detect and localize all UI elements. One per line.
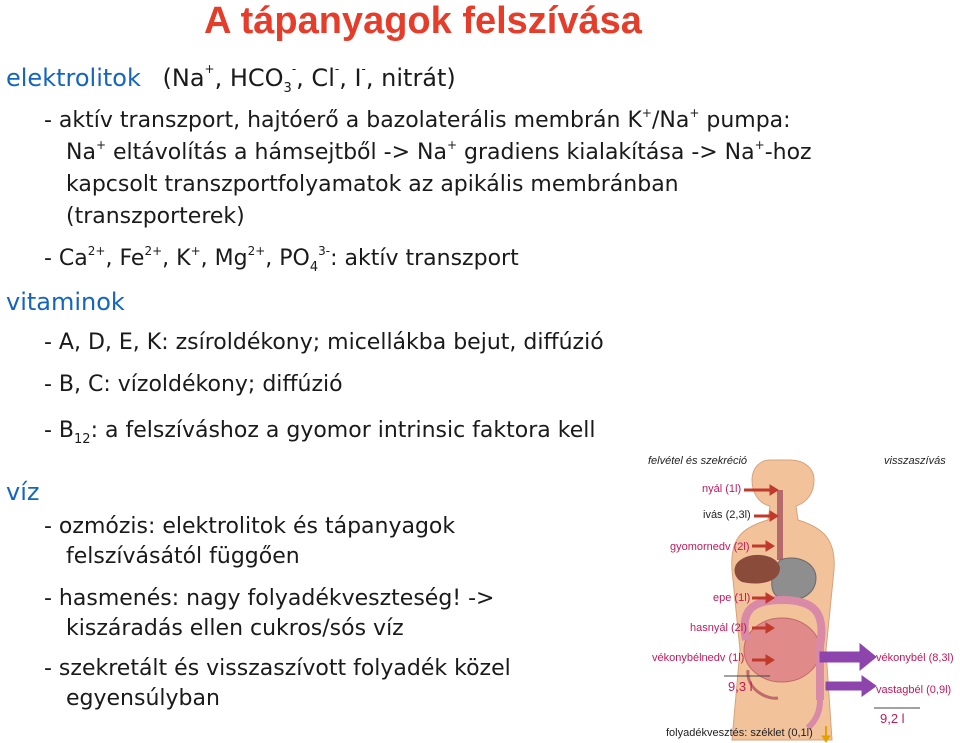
reabsorb-header: visszaszívás [884,455,946,467]
water-line1b: felszívásától függően [66,544,300,569]
electrolytes-heading: elektrolitok [6,64,141,92]
small-intestine-label: vékonybél (8,3l) [876,652,954,664]
ion-text: (Na [162,64,205,92]
electrolytes-bullet1-line1: - aktív transzport, hajtóerő a bazolaterális membrán K+/Na+ pumpa: [44,106,791,133]
loss-label: folyadékvesztés: széklet (0,1l) [666,727,813,739]
electrolytes-bullet1-line2: Na+ eltávolítás a hámsejtből -> Na+ gradiens kialakítása -> Na+-hoz [66,138,812,165]
page-title: A tápanyagok felszívása [204,0,642,42]
reabsorption-arrows [820,644,876,696]
electrolytes-line: elektrolitok (Na+, $HCO_3^-$, Cl-, I-, nitrát) [6,62,456,96]
digestive-system-diagram [620,450,960,743]
total-out-label: 9,2 l [880,711,905,726]
vitamins-line2: - B, C: vízoldékony; diffúzió [44,372,343,397]
water-line1a: - ozmózis: elektrolitok és tápanyagok [44,514,456,539]
electrolytes-bullet1-line4: (transzporterek) [66,204,245,229]
intake-header: felvétel és szekréció [648,455,748,467]
drinking-label: ivás (2,3l) [703,509,751,521]
pancreatic-label: hasnyál (2l) [690,622,747,634]
large-intestine-label: vastagbél (0,9l) [876,684,952,696]
water-heading: víz [6,478,40,506]
gastric-label: gyomornedv (2l) [670,541,750,553]
water-line3a: - szekretált és visszaszívott folyadék közel [44,656,511,681]
water-line2b: kiszáradás ellen cukros/sós víz [66,616,404,641]
vitamins-line1: - A, D, E, K: zsíroldékony; micellákba bejut, diffúzió [44,330,604,355]
water-line3b: egyensúlyban [66,686,220,711]
total-in-label: 9,3 l [728,679,753,694]
water-line2a: - hasmenés: nagy folyadékveszteség! -> [44,586,495,611]
electrolytes-bullet1-line3: kapcsolt transzportfolyamatok az apikális membránban [66,172,679,197]
electrolytes-bullet2: - $Ca^{2+}$, $Fe^{2+}$, K+, $Mg^{2+}$, $PO_4^{3-}$: aktív transzport [44,244,519,275]
bile-label: epe (1l) [713,592,751,604]
intestinal-label: vékonybélnedv (1l) [652,652,745,664]
saliva-label: nyál (1l) [702,483,742,495]
vitamins-heading: vitaminok [6,288,125,316]
vitamins-line3: - $B_{12}$: a felszíváshoz a gyomor intrinsic faktora kell [44,418,596,447]
